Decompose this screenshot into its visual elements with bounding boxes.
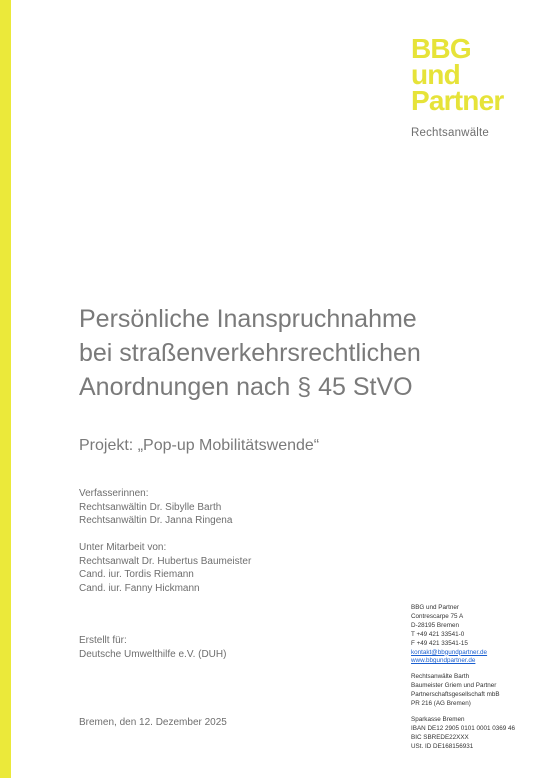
address-line: Contrescarpe 75 A [411,612,464,620]
bank-line: Sparkasse Bremen [411,715,465,723]
created-for-block [79,634,226,661]
accent-stripe [0,0,11,778]
author-name: Rechtsanwältin Dr. Sibylle Barth [79,501,222,513]
logo-tagline: Rechtsanwälte [411,127,490,139]
collaborator-name: Rechtsanwalt Dr. Hubertus Baumeister [79,555,252,567]
author-name: Rechtsanwältin Dr. Janna Ringena [79,515,233,526]
phone-line: T +49 421 33541-0 [411,630,465,638]
firm-logo [411,33,504,116]
title-line-2: bei straßenverkehrsrechtlichen [79,339,421,367]
collaborator-name: Cand. iur. Tordis Riemann [79,569,194,580]
bank-line: USt. ID DE168156931 [411,742,474,750]
created-for-heading: Erstellt für: [79,635,127,646]
authors-heading: Verfasserinnen: [79,488,149,499]
logo-line-2: und [411,59,460,90]
collaborator-name: Cand. iur. Fanny Hickmann [79,582,200,594]
logo-line-3: Partner [411,85,504,116]
logo-line-1: BBG [411,33,471,64]
bank-line: BIC SBREDE22XXX [411,733,469,741]
title-line-3: Anordnungen nach § 45 StVO [79,373,413,401]
firm-line: PR 216 (AG Bremen) [411,700,471,708]
title-line-1: Persönliche Inanspruchnahme [79,305,417,333]
project-subtitle: Projekt: „Pop-up Mobilitätswende“ [79,437,320,454]
firm-line: Partnerschaftsgesellschaft mbB [411,691,500,699]
date-line [79,716,227,730]
fax-line: F +49 421 33541-15 [411,639,468,647]
collaborators-heading: Unter Mitarbeit von: [79,542,167,553]
collaborators-block [79,541,251,595]
website-link[interactable]: www.bbgundpartner.de [411,657,476,665]
bank-line: IBAN DE12 2905 0101 0001 0369 46 [411,724,515,732]
document-title [79,302,421,404]
email-link[interactable]: kontakt@bbgundpartner.de [411,648,488,656]
firm-line: Baumeister Griem und Partner [411,682,497,690]
address-line: D-28195 Bremen [411,621,459,629]
client-name: Deutsche Umwelthilfe e.V. (DUH) [79,648,227,660]
authors-block [79,487,232,528]
address-line: BBG und Partner [411,604,459,611]
letterhead-sidebar [411,604,515,752]
firm-line: Rechtsanwälte Barth [411,673,470,681]
place-and-date: Bremen, den 12. Dezember 2025 [79,717,227,728]
